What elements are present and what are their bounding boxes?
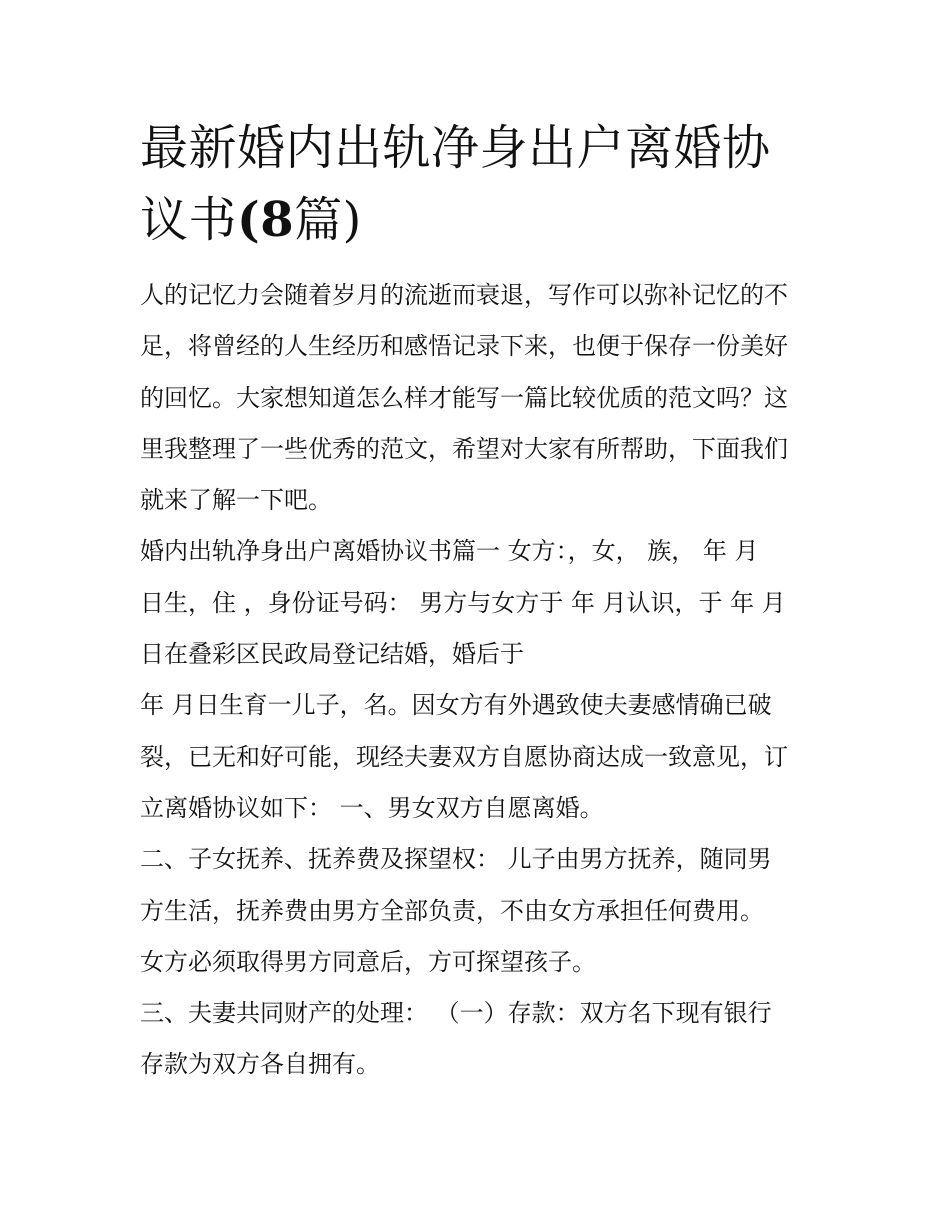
body-line: 女方必须取得男方同意后，方可探望孩子。 [140,947,596,976]
body-line: 三、夫妻共同财产的处理： （一）存款：双方名下现有银行 [140,999,772,1028]
document-body [140,270,820,1091]
body-line: 里我整理了一些优秀的范文，希望对大家有所帮助，下面我们 [140,434,788,463]
body-line: 年 月日生育一儿子，名。因女方有外遇致使夫妻感情确已破 [140,691,772,720]
title-line-2: 议书 [140,192,238,248]
body-line: 日生，住 ，身份证号码： 男方与女方于 年 月认识，于 年 月 [140,588,786,617]
body-line: 二、子女抚养、抚养费及探望权： 儿子由男方抚养，随同男 [140,845,772,874]
title-line-1: 最新婚内出轨净身出户离婚协 [140,120,771,176]
document-title [140,112,820,256]
title-unit: 篇) [294,192,362,248]
body-line: 存款为双方各自拥有。 [140,1050,380,1079]
body-line: 日在叠彩区民政局登记结婚，婚后于 [140,640,524,669]
body-line: 裂，已无和好可能，现经夫妻双方自愿协商达成一致意见，订 [140,742,788,771]
body-line: 方生活，抚养费由男方全部负责，不由女方承担任何费用。 [140,896,764,925]
body-line: 就来了解一下吧。 [140,486,332,515]
title-count: (8 [237,192,295,248]
body-line: 人的记忆力会随着岁月的流逝而衰退，写作可以弥补记忆的不 [140,281,788,309]
body-line: 的回忆。大家想知道怎么样才能写一篇比较优质的范文吗？这 [140,383,788,412]
body-line: 婚内出轨净身出户离婚协议书篇一 女方：，女， 族， 年 月 [140,537,759,566]
body-line: 足，将曾经的人生经历和感悟记录下来，也便于保存一份美好 [140,332,788,361]
body-line: 立离婚协议如下： 一、男女双方自愿离婚。 [140,793,604,822]
